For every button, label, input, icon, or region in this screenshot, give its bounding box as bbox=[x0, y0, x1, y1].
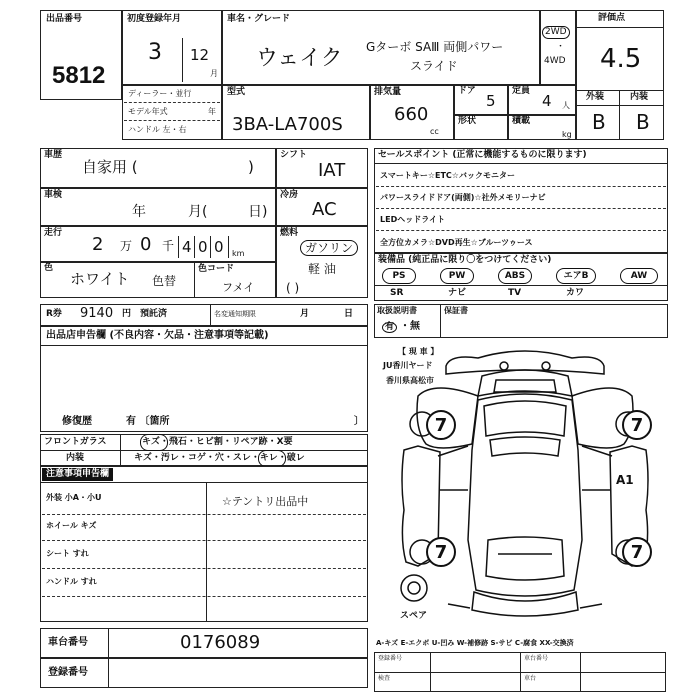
shift-value: IAT bbox=[318, 160, 346, 181]
current-place: JU香川ヤード bbox=[383, 361, 433, 370]
first-reg-month-unit: 月 bbox=[210, 69, 218, 78]
inspection-month: 月( bbox=[188, 204, 208, 220]
fuel-label: 燃料 bbox=[280, 228, 299, 238]
drive-dot: ・ bbox=[556, 42, 566, 52]
repair-close: 〕 bbox=[354, 416, 364, 427]
damage-legend: A-キズ E-エクボ U-凹み W-補修跡 S-サビ C-腐食 XX-交換済 bbox=[376, 639, 574, 647]
displacement-label: 排気量 bbox=[374, 87, 402, 97]
mini-c: 検査 bbox=[378, 675, 391, 682]
capacity-label: 定員 bbox=[512, 86, 531, 96]
capacity-value: 4 bbox=[542, 92, 552, 110]
inspection-label: 車検 bbox=[44, 190, 63, 200]
history-close: ) bbox=[248, 158, 254, 176]
doors-value: 5 bbox=[486, 92, 496, 110]
first-reg-year: 3 bbox=[148, 40, 162, 65]
manual-have: 有 bbox=[382, 322, 397, 333]
score-ext-label: 外装 bbox=[586, 92, 605, 102]
recycle-due-label: 名変通知期限 bbox=[214, 310, 256, 318]
mini-a: 登録番号 bbox=[378, 655, 403, 662]
history-value: 自家用 ( bbox=[82, 158, 138, 176]
equip-navi: ナビ bbox=[448, 288, 467, 298]
fuel-paren: ( ) bbox=[286, 281, 300, 295]
equip-abs: ABS bbox=[498, 268, 532, 284]
mileage-d5: 0 bbox=[214, 238, 224, 256]
wheel-rear-right: 7 bbox=[622, 537, 652, 567]
ac-value: AC bbox=[312, 199, 337, 220]
equip-tv: TV bbox=[508, 288, 522, 298]
glass-circle bbox=[140, 434, 168, 451]
type-value: 3BA-LA700S bbox=[232, 114, 343, 135]
score-value: 4.5 bbox=[600, 44, 642, 74]
drive-4wd: 4WD bbox=[544, 56, 566, 66]
equip-leather: カワ bbox=[566, 288, 585, 298]
registration-label: 登録番号 bbox=[48, 667, 88, 678]
note-4: ハンドル すれ bbox=[46, 577, 97, 586]
score-int-label: 内装 bbox=[630, 92, 649, 102]
first-reg-label: 初度登録年月 bbox=[127, 14, 182, 24]
model-label: 車名・グレード bbox=[227, 14, 291, 24]
dealer-line2-unit: 年 bbox=[208, 107, 216, 116]
equip-airbag: エアB bbox=[556, 268, 596, 284]
displacement-value: 660 bbox=[394, 104, 429, 125]
interior-label: 内装 bbox=[66, 453, 85, 463]
model-grade-1: Gターボ SAⅢ 両側パワー bbox=[366, 40, 504, 54]
fuel-gas: ガソリン bbox=[300, 240, 358, 256]
recycle-day: 日 bbox=[344, 309, 354, 319]
mini-b: 車台番号 bbox=[524, 655, 549, 662]
sales-item-2: パワースライドドア(両側)☆社外メモリーナビ bbox=[380, 193, 546, 202]
recycle-label: R券 bbox=[46, 309, 62, 319]
inspection-year: 年 bbox=[132, 204, 146, 220]
color-label: 色 bbox=[44, 263, 54, 273]
dealer-line1: ディーラー・並行 bbox=[128, 89, 192, 98]
manual-label: 取扱説明書 bbox=[377, 306, 417, 315]
dealer-line3: ハンドル 左・右 bbox=[128, 125, 187, 134]
sales-title: セールスポイント (正常に機能するものに限ります) bbox=[378, 150, 587, 160]
capacity-unit: 人 bbox=[562, 101, 570, 110]
equipment-title: 装備品 (純正品に限り〇をつけてください) bbox=[378, 255, 552, 265]
model-grade-2: スライド bbox=[410, 59, 458, 73]
equip-sr: SR bbox=[390, 288, 404, 298]
type-label: 型式 bbox=[227, 87, 246, 97]
recycle-month: 月 bbox=[300, 309, 310, 319]
shift-label: シフト bbox=[280, 150, 308, 160]
equip-ps: PS bbox=[382, 268, 416, 284]
sales-item-1: スマートキー☆ETC☆バックモニター bbox=[380, 171, 515, 180]
notes-title: 注意事項申告欄 bbox=[42, 468, 113, 481]
note-1: 外装 小A・小U bbox=[46, 493, 102, 502]
current-city: 香川県高松市 bbox=[386, 376, 434, 385]
note-right: ☆テントリ出品中 bbox=[222, 495, 309, 508]
lot-label: 出品番号 bbox=[46, 14, 83, 24]
mileage-d1: 2 bbox=[92, 234, 104, 255]
shape-label: 形状 bbox=[458, 116, 477, 126]
history-label: 車歴 bbox=[44, 150, 63, 160]
repair-label: 修復歴 bbox=[62, 416, 92, 427]
wheel-front-right: 7 bbox=[622, 410, 652, 440]
doors-label: ドア bbox=[458, 86, 476, 96]
wheel-rear-left: 7 bbox=[426, 537, 456, 567]
mileage-unit: km bbox=[232, 249, 245, 258]
score-ext: B bbox=[592, 110, 606, 134]
repair-value: 有 〔箇所 bbox=[126, 416, 170, 427]
score-int: B bbox=[636, 110, 650, 134]
history-cell bbox=[40, 148, 276, 188]
mileage-u2: 千 bbox=[162, 239, 175, 253]
mileage-label: 走行 bbox=[44, 228, 63, 238]
interior-circle bbox=[258, 450, 286, 467]
wheel-front-left: 7 bbox=[426, 410, 456, 440]
score-cell bbox=[576, 10, 664, 140]
chassis-value: 0176089 bbox=[180, 632, 261, 653]
damage-mark-a1: A1 bbox=[616, 473, 634, 487]
recycle-deposit: 預託済 bbox=[140, 309, 168, 319]
sales-item-3: LEDヘッドライト bbox=[380, 215, 445, 224]
load-unit: kg bbox=[562, 130, 572, 139]
mileage-u1: 万 bbox=[120, 239, 133, 253]
load-label: 積載 bbox=[512, 116, 531, 126]
score-label: 評価点 bbox=[598, 13, 626, 23]
equip-aw: AW bbox=[620, 268, 658, 284]
mileage-d4: 0 bbox=[198, 238, 208, 256]
equip-pw: PW bbox=[440, 268, 474, 284]
ac-label: 冷房 bbox=[280, 190, 299, 200]
fuel-diesel: 軽 油 bbox=[308, 262, 336, 276]
lot-number: 5812 bbox=[52, 62, 106, 89]
interior-text: キズ・汚レ・コゲ・穴・スレ・キレ・破レ bbox=[134, 453, 305, 463]
note-3: シート すれ bbox=[46, 549, 89, 558]
color-code-value: フメイ bbox=[222, 281, 255, 294]
dealer-line2: モデル年式 bbox=[128, 107, 168, 116]
mileage-d3: 4 bbox=[182, 238, 192, 256]
color-change: 色替 bbox=[152, 274, 177, 288]
displacement-unit: cc bbox=[430, 127, 439, 136]
model-name: ウェイク bbox=[256, 46, 343, 71]
first-reg-month: 12 bbox=[190, 46, 210, 64]
recycle-yen: 円 bbox=[122, 309, 132, 319]
drive-2wd: 2WD bbox=[542, 26, 570, 39]
registration-cell bbox=[40, 658, 368, 688]
inspection-day: 日) bbox=[248, 204, 268, 220]
color-code-label: 色コード bbox=[198, 264, 235, 274]
report-label: 出品店申告欄 (不良内容・欠品・注意事項等記載) bbox=[46, 330, 269, 341]
recycle-amount: 9140 bbox=[80, 306, 114, 321]
mileage-d2: 0 bbox=[140, 234, 152, 255]
spare-label: スペア bbox=[400, 611, 428, 621]
chassis-label: 車台番号 bbox=[48, 637, 88, 648]
warranty-label: 保証書 bbox=[444, 306, 468, 315]
color-value: ホワイト bbox=[70, 270, 130, 288]
manual-none: ・無 bbox=[400, 321, 420, 332]
glass-text: キズ・飛石・ヒビ割・リペア跡・X要 bbox=[142, 437, 293, 447]
mini-d: 車台 bbox=[524, 675, 537, 682]
sales-item-4: 全方位カメラ☆DVD再生☆ブルーツゥース bbox=[380, 238, 533, 247]
current-label: 【 現 車 】 bbox=[398, 347, 439, 356]
note-2: ホイール キズ bbox=[46, 521, 97, 530]
inspection-cell bbox=[40, 188, 276, 226]
glass-label: フロントガラス bbox=[44, 437, 107, 447]
notes-cell bbox=[40, 466, 368, 622]
